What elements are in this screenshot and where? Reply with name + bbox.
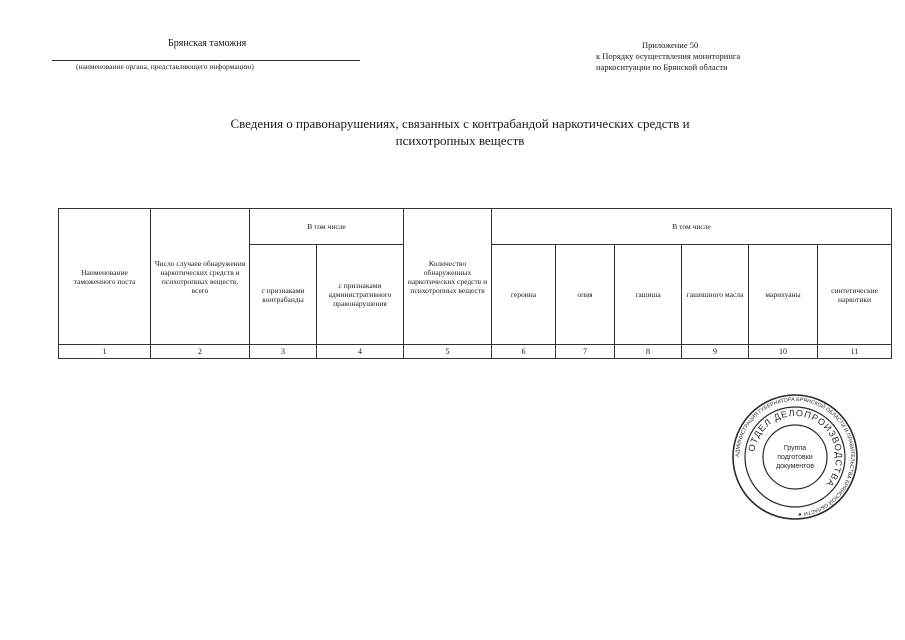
column-number: 3 [250, 345, 317, 359]
title-line: Сведения о правонарушениях, связанных с контрабандой наркотических средств и [230, 116, 690, 131]
appendix-line: к Порядку осуществления мониторинга [596, 51, 741, 61]
column-header-hashish: гашиша [615, 245, 682, 345]
column-number: 2 [151, 345, 250, 359]
column-number: 10 [749, 345, 818, 359]
group-header-including: В том числе [492, 209, 892, 245]
stamp-center-line: Группа [783, 445, 807, 452]
column-number: 8 [615, 345, 682, 359]
organization-caption: (наименование органа, представляющего информацию) [76, 62, 254, 71]
column-number-row [59, 345, 892, 359]
report-table [58, 208, 892, 359]
stamp-ring-text: АДМИНИСТРАЦИЯ ГУБЕРНАТОРА БРЯНСКОЙ ОБЛАСТИ И ПРАВИТЕЛЬСТВА БРЯНСКОЙ ОБЛАСТИ ★ [734, 396, 856, 517]
title-line: психотропных веществ [395, 133, 525, 148]
column-header-opium: опия [556, 245, 615, 345]
organization-name: Брянская таможня [168, 38, 247, 49]
column-header-marijuana: марихуаны [749, 245, 818, 345]
document-title [200, 115, 720, 149]
column-number: 4 [317, 345, 404, 359]
stamp-center-line: подготовки [777, 454, 813, 461]
column-header-hash-oil: гашишного масла [682, 245, 749, 345]
stamp-center [776, 445, 814, 470]
column-header-cases: Число случаев обнаружения наркотических средств и психотропных веществ, всего [151, 209, 250, 345]
column-number: 7 [556, 345, 615, 359]
column-number: 6 [492, 345, 556, 359]
group-header-including: В том числе [250, 209, 404, 245]
appendix-line: Приложение 50 [642, 40, 699, 50]
stamp-inner-ring-text: ОТДЕЛ ДЕЛОПРОИЗВОДСТВА [746, 407, 845, 490]
column-number: 5 [404, 345, 492, 359]
organization-underline [52, 60, 360, 61]
column-header-admin: с признаками административного правонарушения [317, 245, 404, 345]
column-header-synthetic: синтетические наркотики [818, 245, 892, 345]
column-number: 1 [59, 345, 151, 359]
column-header-smuggling: с признаками контрабанды [250, 245, 317, 345]
appendix-line: наркоситуации по Брянской области [596, 62, 728, 72]
official-stamp [730, 392, 860, 522]
column-header-post: Наименование таможенного поста [59, 209, 151, 345]
stamp-center-line: документов [776, 463, 814, 470]
column-number: 11 [818, 345, 892, 359]
column-number: 9 [682, 345, 749, 359]
column-header-quantity: Количество обнаруженных наркотических средств и психотропных веществ [404, 209, 492, 345]
appendix-note [596, 40, 740, 73]
column-header-heroin: героина [492, 245, 556, 345]
